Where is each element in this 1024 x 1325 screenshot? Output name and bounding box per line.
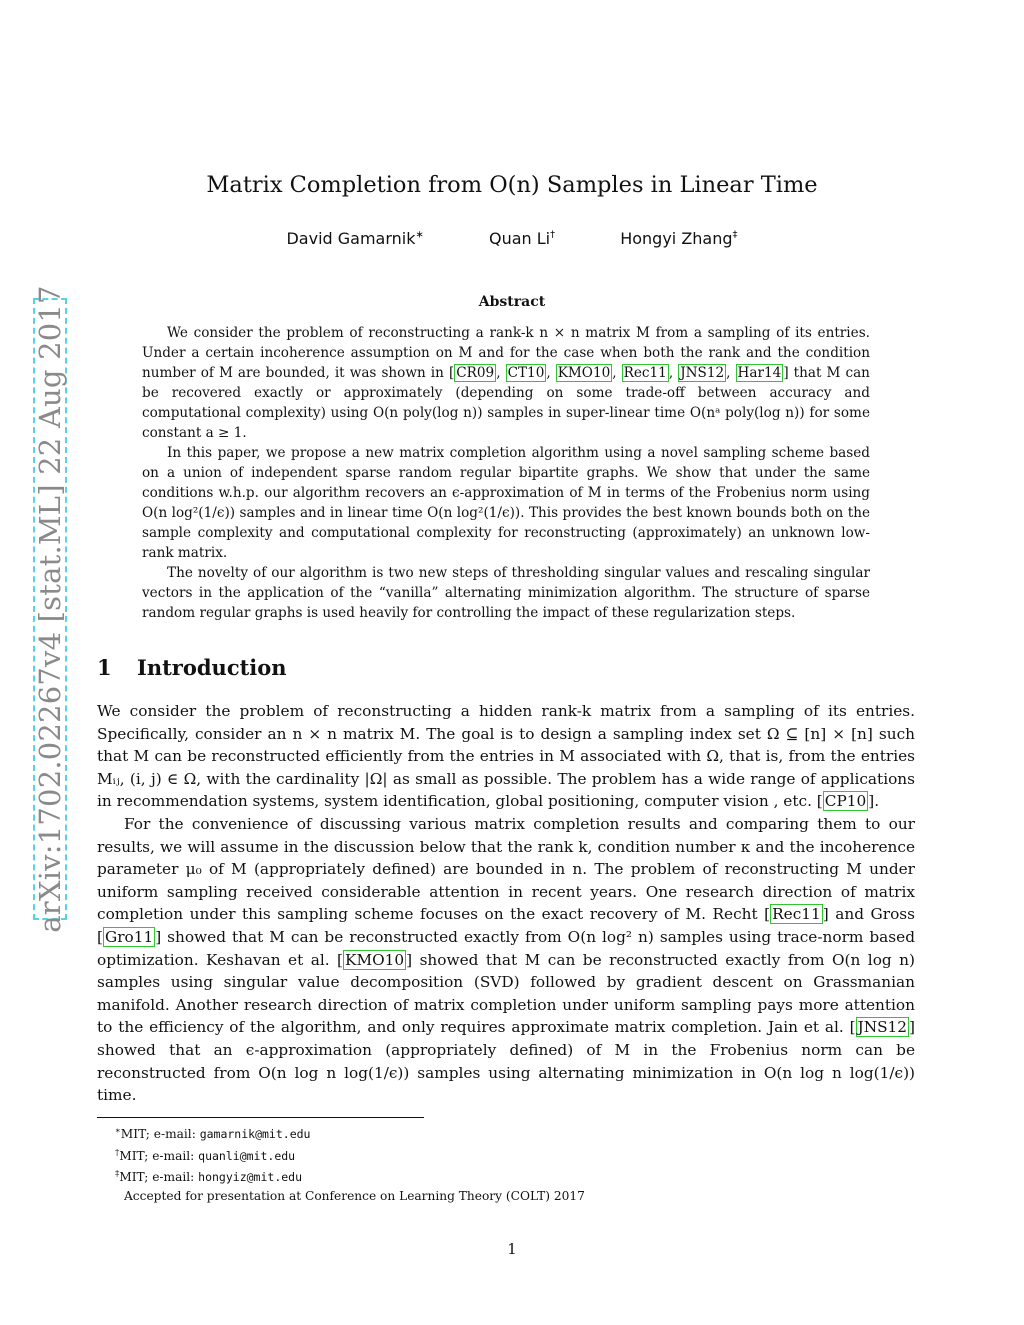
author-mark: ∗ bbox=[415, 229, 424, 241]
footnote-mark: † bbox=[115, 1147, 120, 1158]
acceptance-note: Accepted for presentation at Conference on Learning Theory (COLT) 2017 bbox=[124, 1188, 585, 1203]
citation-link[interactable]: CP10 bbox=[824, 792, 867, 811]
body-text-run: We consider the problem of reconstructing a hidden rank-k matrix from a sampling of its entries. Specifically, consider an n × n matrix M. The goal is to design a sampling index set Ω ⊆ [n] × [n] such that M can be reconstructed efficiently from the entries in M associated with Ω, that is, from the entries Mᵢⱼ, (i, j) ∈ Ω, with the cardinality |Ω| as small as possible. The problem has a wide range of applications in recommendation systems, system identification, global positioning, computer vision , etc. [ bbox=[97, 702, 915, 811]
footnote-text: MIT; e-mail: bbox=[120, 1127, 200, 1142]
footnote bbox=[97, 1165, 915, 1187]
author bbox=[489, 229, 555, 248]
body-text-run: ] showed that M can be reconstructed exactly from O(n log² n) samples using trace-norm based optimization. Keshavan et al. [ bbox=[97, 927, 915, 969]
citation-link[interactable]: CR09 bbox=[456, 365, 495, 381]
abstract-paragraph: The novelty of our algorithm is two new steps of thresholding singular values and rescaling singular vectors in the application of the “vanilla” alternating minimization algorithm. The structure of sparse random regular graphs is used heavily for controlling the impact of these regularization steps. bbox=[142, 565, 870, 621]
abstract-paragraph: In this paper, we propose a new matrix completion algorithm using a novel sampling scheme based on a union of independent sparse random regular bipartite graphs. We show that under the same conditions w.h.p. our algorithm recovers an ϵ-approximation of M in terms of the Frobenius norm using O(n log²(1/ϵ)) samples and in linear time O(n log²(1/ϵ)). This provides the best known bounds both on the sample complexity and computational complexity for reconstructing (approximately) an unknown low-rank matrix. bbox=[142, 445, 870, 561]
section-heading bbox=[97, 655, 287, 680]
citation-link[interactable]: KMO10 bbox=[557, 365, 611, 381]
section-title: Introduction bbox=[137, 655, 287, 680]
body-text bbox=[97, 700, 915, 1107]
body-text-run: ] and Gross [ bbox=[97, 905, 915, 946]
citation-link[interactable]: CT10 bbox=[507, 365, 545, 381]
paper-title: Matrix Completion from O(n) Samples in Linear Time bbox=[206, 172, 818, 198]
citation-link[interactable]: Rec11 bbox=[772, 905, 821, 924]
author-mark: † bbox=[550, 229, 556, 241]
footnote-email[interactable]: quanli@mit.edu bbox=[198, 1148, 296, 1163]
footnote-mark: ‡ bbox=[115, 1169, 120, 1180]
citation-link[interactable]: Gro11 bbox=[104, 927, 154, 946]
citation-link[interactable]: Rec11 bbox=[623, 365, 667, 381]
author-name: Quan Li bbox=[488, 229, 551, 248]
body-text-run: For the convenience of discussing various matrix completion results and comparing them to our results, we will assume in the discussion below that the rank k, condition number κ and the incoherence parameter μ₀ of M (appropriately defined) are bounded in n. The problem of reconstructing M under uniform sampling received considerable attention in recent years. One research direction of matrix completion under this sampling scheme focuses on the exact recovery of M. Recht [ bbox=[97, 814, 915, 924]
author-name: David Gamarnik bbox=[286, 229, 416, 248]
body-text-run: ] showed that M can be reconstructed exactly from O(n log n) samples using singular value decomposition (SVD) followed by gradient descent on Grassmanian manifold. Another research direction of matrix completion under uniform sampling pays more attention to the efficiency of the algorithm, and only requires approximate matrix completion. Jain et al. [ bbox=[97, 950, 915, 1037]
footnote-email[interactable]: hongyiz@mit.edu bbox=[198, 1170, 303, 1185]
body-text-run: ] showed that an ϵ-approximation (appropriately defined) of M in the Frobenius norm can be reconstructed from O(n log n log(1/ϵ)) samples using alternating minimization in O(n log n log(1/ϵ)) time. bbox=[97, 1018, 915, 1105]
abstract-paragraph: We consider the problem of reconstructing a rank-k n × n matrix M from a sampling of its entries. Under a certain incoherence assumption on M and for the case when both the rank and the condition number of M are bounded, it was shown in [ CR09 , CT10 , KMO10 , Rec11 , JNS12 , Har14 ] that M can be recovered exactly or approximately (depending on some trade-off between accuracy and computational complexity) using O(n poly(log n)) samples in super-linear time O(nᵃ poly(log n)) for some constant a ≥ 1. bbox=[142, 325, 870, 441]
footnote bbox=[97, 1122, 915, 1144]
arxiv-id[interactable]: arXiv:1702.02267v4 [stat.ML] 22 Aug 2017 bbox=[33, 285, 67, 933]
abstract-text: ] that M can be recovered exactly or approximately (depending on some trade-off between accuracy and computational complexity) using O(n poly(log n)) samples in super-linear time O(nᵃ poly(log n)) for some constant a ≥ 1. bbox=[142, 365, 870, 441]
arxiv-stamp[interactable] bbox=[33, 285, 67, 933]
footnote-email[interactable]: gamarnik@mit.edu bbox=[199, 1127, 311, 1142]
page-number: 1 bbox=[507, 1240, 517, 1258]
abstract-text: We consider the problem of reconstructing a rank-k n × n matrix M from a sampling of its entries. Under a certain incoherence assumption on M and for the case when both the rank and the condition number of M are bounded, it was shown in [ bbox=[142, 325, 870, 381]
citation-link[interactable]: JNS12 bbox=[680, 365, 725, 381]
footnote-text: MIT; e-mail: bbox=[119, 1148, 199, 1163]
abstract-heading: Abstract bbox=[478, 294, 546, 310]
author-name: Hongyi Zhang bbox=[620, 229, 733, 248]
author bbox=[620, 229, 737, 248]
footnote-text: MIT; e-mail: bbox=[119, 1170, 199, 1185]
footnote-mark: ∗ bbox=[115, 1126, 121, 1136]
footnote bbox=[97, 1144, 915, 1166]
author-mark: ‡ bbox=[732, 229, 738, 241]
body-paragraph bbox=[97, 700, 915, 813]
abstract bbox=[142, 323, 870, 623]
body-paragraph bbox=[97, 813, 915, 1107]
author bbox=[286, 229, 423, 248]
citation-link[interactable]: Har14 bbox=[737, 365, 782, 381]
citation-link[interactable]: JNS12 bbox=[857, 1018, 908, 1037]
footnote-divider bbox=[97, 1117, 424, 1118]
citation-link[interactable]: KMO10 bbox=[345, 950, 405, 969]
body-text-run: ]. bbox=[868, 792, 880, 811]
author-list bbox=[0, 229, 1024, 248]
section-number: 1 bbox=[97, 655, 112, 680]
footnotes bbox=[97, 1122, 915, 1205]
